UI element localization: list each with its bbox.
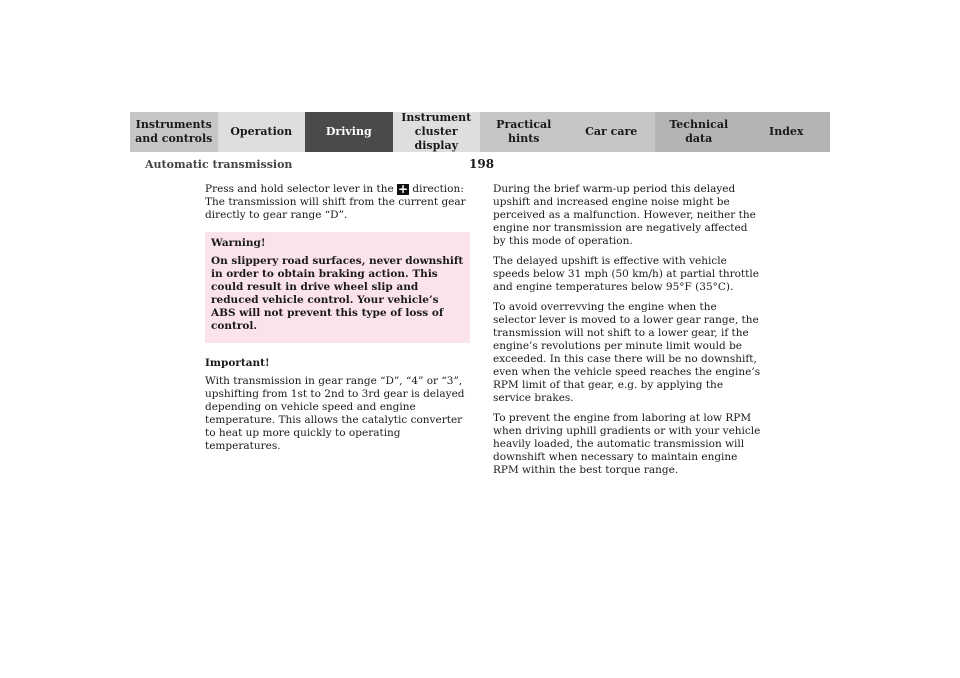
important-text: With transmission in gear range “D”, “4” or “3”, upshifting from 1st to 2nd to 3rd gear is delayed depending on vehicle speed and engine temperature. This allows the catalytic converter to heat up more quickly to operating temperatures. [205,375,465,452]
intro-paragraph [205,183,470,222]
warning-box [205,232,470,343]
paragraph-overrevving: To avoid overrevving the engine when the selector lever is moved to a lower gear range, the transmission will not shift to a lower gear, if the engine’s revolutions per minute limit would be exceeded. In this case there will be no downshift, even when the vehicle speed reaches the engine’s RPM limit of that gear, e.g. by applying the service brakes. [493,301,761,404]
paragraph-warmup: During the brief warm-up period this delayed upshift and increased engine noise might be perceived as a malfunction. However, neither the engine nor transmission are negatively affected by this mode of operation. [493,183,756,247]
tab-index[interactable]: Index [743,112,831,152]
left-column [205,183,470,460]
intro-direction-text: direction: [412,183,464,195]
warning-title: Warning! [211,237,266,249]
warning-text: On slippery road surfaces, never downshift in order to obtain braking action. This could result in drive wheel slip and reduced vehicle control. Your vehicle’s ABS will not prevent this type of loss of control. [211,255,464,332]
tab-instrument-cluster-display[interactable]: Instrument cluster display [393,112,481,152]
paragraph-low-rpm: To prevent the engine from laboring at low RPM when driving uphill gradients or with your vehicle heavily loaded, the automatic transmission will downshift when necessary to maintain engine RPM within the best torque range. [493,412,761,476]
page-title: Automatic transmission [145,158,293,171]
tab-operation[interactable]: Operation [218,112,306,152]
intro-text: Press and hold selector lever in the [205,183,394,195]
tab-car-care[interactable]: Car care [568,112,656,152]
right-column [493,183,761,484]
tab-driving[interactable]: Driving [305,112,393,152]
intro-rest-text: The transmission will shift from the current gear directly to gear range “D”. [205,196,466,221]
paragraph-delayed-upshift: The delayed upshift is effective with vehicle speeds below 31 mph (50 km/h) at partial throttle and engine temperatures below 95°F (35°C). [493,255,759,293]
tab-instruments-and-controls[interactable]: Instruments and controls [130,112,218,152]
tab-technical-data[interactable]: Technical data [655,112,743,152]
plus-selector-icon: + [398,182,409,196]
chapter-navigation [130,112,830,152]
page-number: 198 [469,157,495,171]
important-title: Important! [205,357,270,369]
tab-practical-hints[interactable]: Practical hints [480,112,568,152]
